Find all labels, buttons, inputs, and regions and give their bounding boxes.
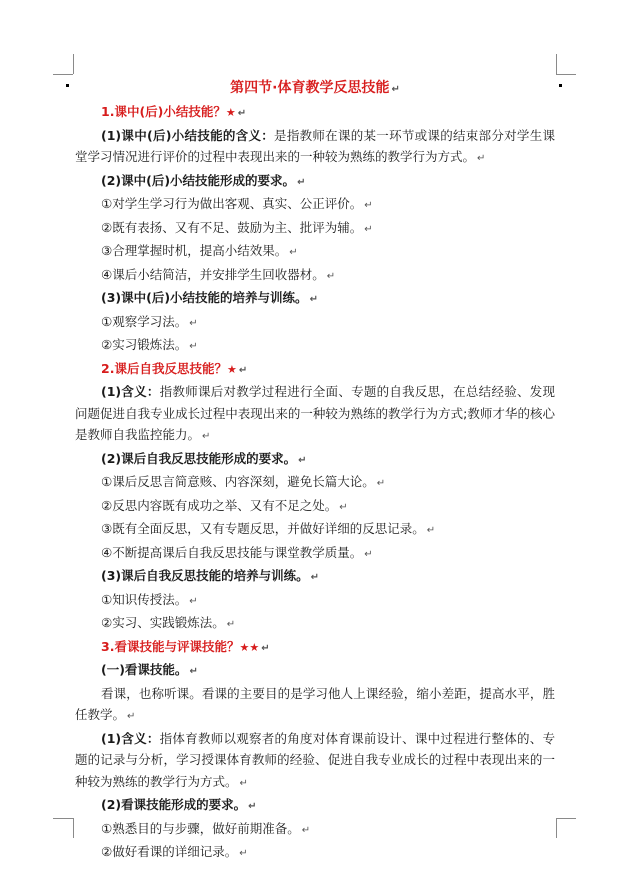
list-item: ②做好看课的详细记录。 ↵ [101, 844, 248, 859]
margin-dot-left [66, 84, 69, 87]
section-heading-2: 2.课后自我反思技能？★ ↵ [101, 360, 248, 376]
list-item: ①课后反思言简意赅、内容深刻，避免长篇大论。 ↵ [101, 474, 386, 489]
list-item: ①对学生学习行为做出客观、真实、公正评价。 ↵ [101, 196, 373, 211]
list-item: ②实习锻炼法。 ↵ [101, 337, 198, 352]
list-item: ④不断提高课后自我反思技能与课堂教学质量。 ↵ [101, 544, 373, 560]
star-icon: ★ [226, 362, 237, 376]
definition-paragraph-3: (1)含义：指体育教师以观察者的角度对体育课前设计、课中过程进行整体的、专题的记录与分析，学习授课体育教师的经验、促进自我专业成长的过程中表现出来的一种较为熟练的教学行为方式。 ↵ [75, 730, 555, 789]
list-item: ④课后小结简洁，并安排学生回收器材。 ↵ [101, 266, 336, 282]
list-item: ③合理掌握时机，提高小结效果。 ↵ [101, 243, 298, 258]
list-item: ②反思内容既有成功之举、又有不足之处。 ↵ [101, 497, 348, 513]
list-item: ①熟悉目的与步骤，做好前期准备。 ↵ [101, 820, 311, 836]
list-item: ②既有表扬、又有不足、鼓励为主、批评为辅。 ↵ [101, 219, 373, 235]
list-item: ①观察学习法。 ↵ [101, 313, 198, 329]
definition-paragraph-2: (1)含义：指教师课后对教学过程进行全面、专题的自我反思，在总结经验、发现问题促进自我专业成长过程中表现出来的一种较为熟练的教学行为方式;教师才华的核心是教师自我监控能力。 ↵ [75, 384, 555, 442]
definition-paragraph-1: (1)课中(后)小结技能的含义：是指教师在课的某一环节或课的结束部分对学生课堂学习情况进行评价的过程中表现出来的一种较为熟练的教学行为方式。 ↵ [75, 127, 555, 164]
star-icon: ★ [225, 106, 236, 119]
list-item: ③既有全面反思，又有专题反思，并做好详细的反思记录。 ↵ [101, 521, 436, 536]
star-icon: ★★ [239, 640, 260, 654]
section-heading-1: 1.课中(后)小结技能？★ ↵ [101, 104, 247, 119]
subsection-heading: (一)看课技能。 ↵ [101, 662, 198, 677]
list-item: ①知识传授法。 ↵ [101, 591, 198, 607]
training-heading-1: (3)课中(后)小结技能的培养与训练。 ↵ [101, 290, 318, 305]
requirement-heading-3: (2)看课技能形成的要求。 ↵ [101, 797, 257, 812]
document-body [75, 78, 555, 865]
page-title: 第四节·体育教学反思技能 ↵ [230, 80, 400, 96]
requirement-heading-1: (2)课中(后)小结技能形成的要求。 ↵ [101, 172, 306, 188]
training-heading-2: (3)课后自我反思技能的培养与训练。 ↵ [101, 568, 320, 583]
intro-paragraph: 看课，也称听课。看课的主要目的是学习他人上课经验，缩小差距，提高水平，胜任教学。 ↵ [75, 685, 555, 722]
margin-dot-right [559, 84, 562, 87]
list-item: ②实习、实践锻炼法。 ↵ [101, 615, 236, 630]
section-heading-3: 3.看课技能与评课技能？★★ ↵ [101, 638, 270, 654]
requirement-heading-2: (2)课后自我反思技能形成的要求。 ↵ [101, 450, 307, 466]
